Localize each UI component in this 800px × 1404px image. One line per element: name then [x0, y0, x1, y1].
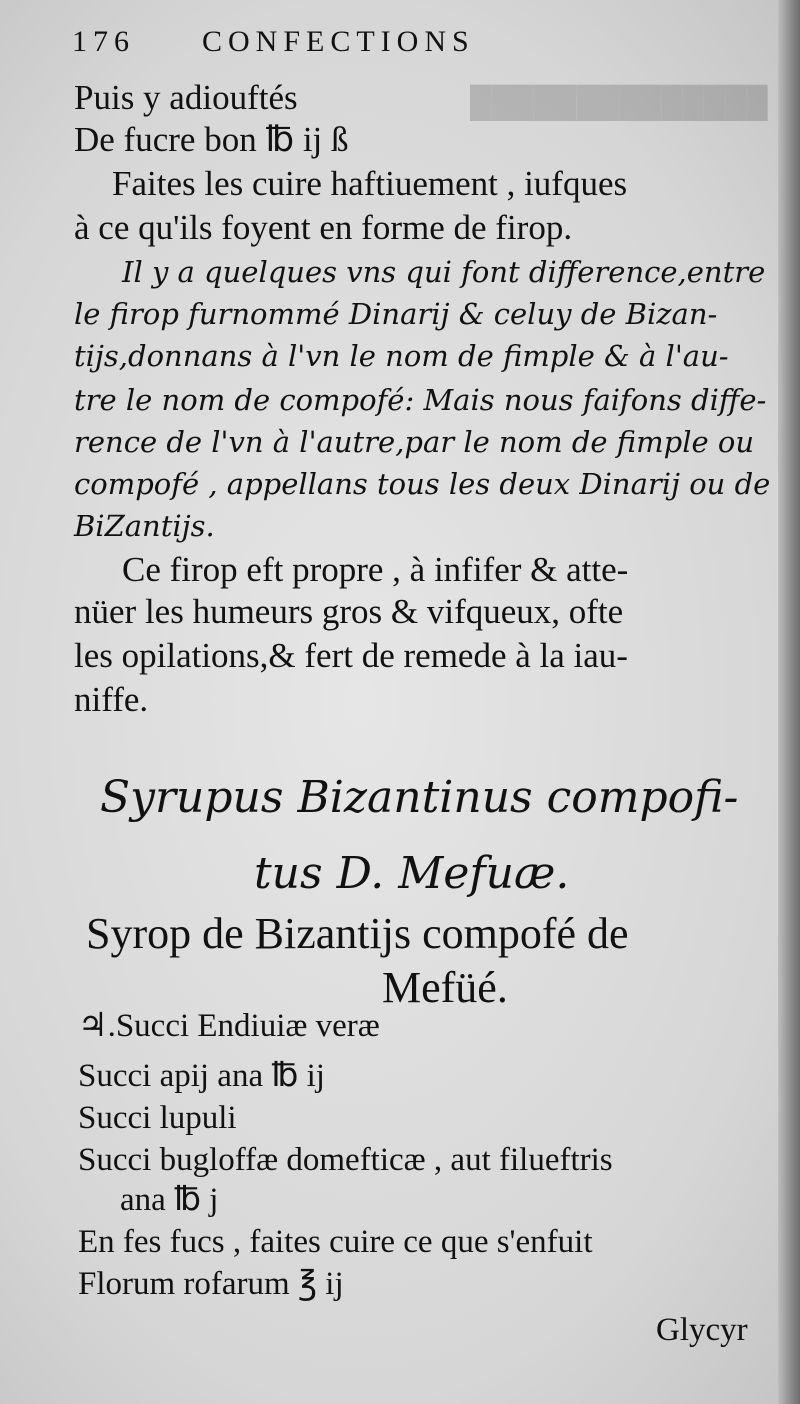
text-line: Ce firop eft propre , à infifer & atte-: [122, 550, 629, 589]
text-line: les opilations,& fert de remede à la iau-: [74, 636, 628, 675]
running-header: [72, 22, 475, 62]
text-line: niffe.: [74, 680, 149, 719]
commentary-line: compofé , appellans tous les deux Dinarij ou de: [74, 467, 771, 501]
recipe-line: Succi bugloffæ domefticæ , aut filueftris: [78, 1142, 613, 1178]
recipe-line: Succi lupuli: [78, 1100, 237, 1136]
text-line: Faites les cuire haftiuement , iufques: [112, 164, 628, 203]
running-title: CONFECTIONS: [202, 25, 475, 58]
recipe-line: Florum rofarum ℥ ij: [78, 1266, 344, 1302]
text-line: nüer les humeurs gros & vifqueux, ofte: [74, 592, 624, 631]
latin-heading-line: Syrupus Bizantinus compofi-: [100, 772, 739, 823]
show-through-decoration: [470, 80, 768, 126]
page-number: 176: [72, 25, 135, 58]
recipe-line: En fes fucs , faites cuire ce que s'enfuit: [78, 1224, 593, 1260]
commentary-line: tijs,donnans à l'vn le nom de fimple & à l'au-: [74, 339, 729, 373]
recipe-line: ana ℔ j: [120, 1182, 219, 1218]
commentary-line: rence de l'vn à l'autre,par le nom de fimple ou: [74, 425, 754, 459]
latin-heading-line: tus D. Mefuæ.: [254, 848, 570, 899]
catchword: Glycyr: [656, 1312, 748, 1348]
recipe-line: Succi apij ana ℔ ij: [78, 1058, 325, 1094]
french-heading-line: Syrop de Bizantijs compofé de: [86, 909, 629, 958]
bleed-line: ██████████████: [470, 86, 768, 119]
commentary-line: Il y a quelques vns qui font difference,entre: [122, 255, 766, 289]
commentary-line: le firop furnommé Dinarij & celuy de Bizan-: [74, 297, 718, 331]
commentary-line: BiZantijs.: [74, 509, 215, 543]
text-line: De fucre bon ℔ ij ß: [74, 120, 349, 159]
french-heading-line: Mefüé.: [382, 963, 508, 1012]
commentary-line: tre le nom de compofé: Mais nous faifons diffe-: [74, 383, 767, 417]
recipe-line: ♃.Succi Endiuiæ veræ: [78, 1008, 380, 1044]
page-gutter-shadow: [778, 0, 800, 1404]
text-line: à ce qu'ils foyent en forme de firop.: [74, 208, 573, 247]
text-line: Puis y adiouftés: [74, 78, 298, 117]
